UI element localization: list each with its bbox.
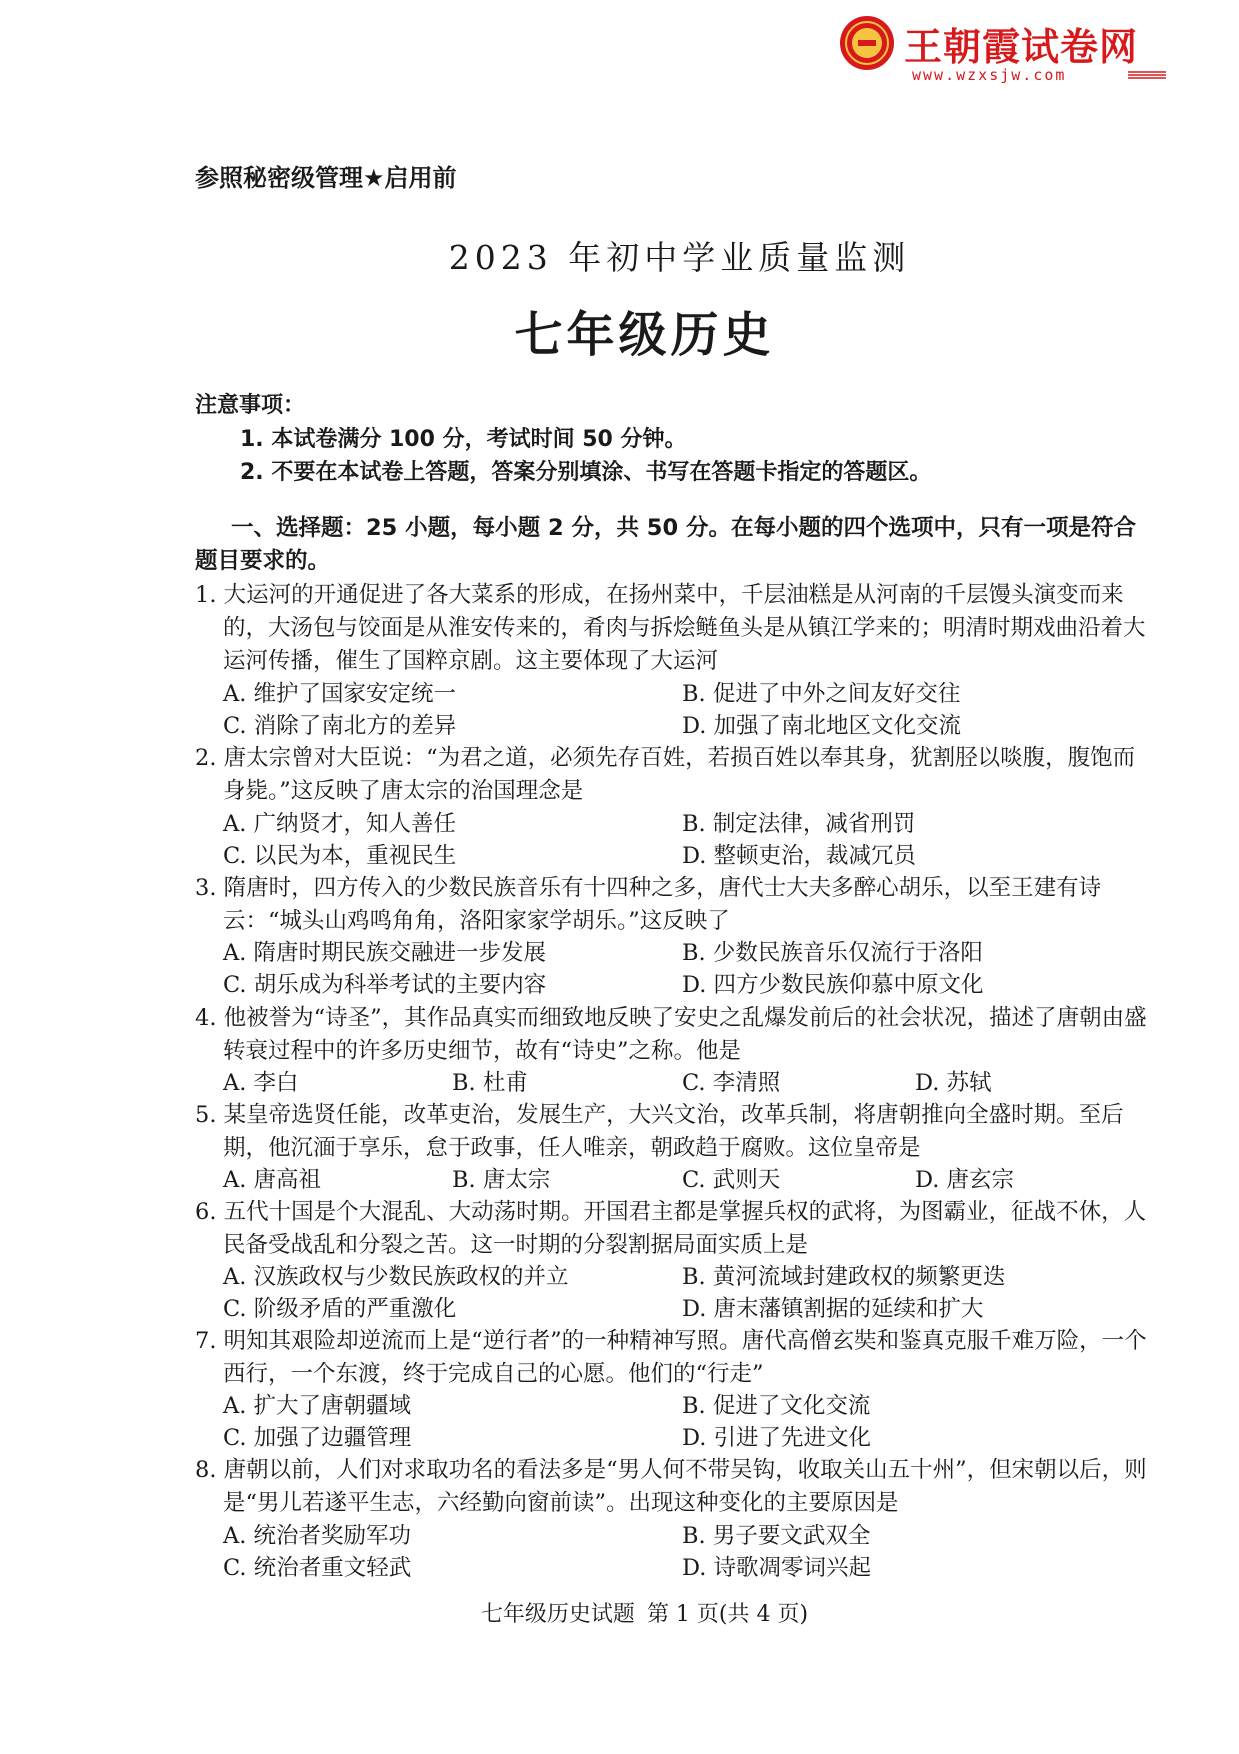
option: A. 隋唐时期民族交融进一步发展 bbox=[223, 940, 547, 966]
option: A. 唐高祖 bbox=[223, 1167, 322, 1193]
option: B. 杜甫 bbox=[452, 1070, 528, 1096]
option: C. 消除了南北方的差异 bbox=[223, 713, 457, 739]
logo-brand: 王朝霞试卷网 bbox=[904, 25, 1139, 69]
note-item: 2. 不要在本试卷上答题，答案分别填涂、书写在答题卡指定的答题区。 bbox=[240, 460, 932, 485]
note-item: 1. 本试卷满分 100 分，考试时间 50 分钟。 bbox=[240, 427, 687, 452]
page-footer bbox=[0, 1597, 1239, 1628]
option: A. 汉族政权与少数民族政权的并立 bbox=[223, 1264, 569, 1290]
option: B. 男子要文武双全 bbox=[682, 1523, 871, 1549]
option: C. 胡乐成为科举考试的主要内容 bbox=[223, 972, 547, 998]
option: B. 唐太宗 bbox=[452, 1167, 551, 1193]
option: A. 统治者奖励军功 bbox=[223, 1523, 412, 1549]
question-stem: 3. 隋唐时，四方传入的少数民族音乐有十四种之多，唐代士大夫多醉心胡乐，以至王建有诗云：“城头山鸡鸣角角，洛阳家家学胡乐。”这反映了 bbox=[195, 875, 1102, 934]
option: D. 四方少数民族仰慕中原文化 bbox=[682, 972, 984, 998]
page-title: 七年级历史 bbox=[514, 307, 775, 363]
option: B. 促进了中外之间友好交往 bbox=[682, 681, 961, 707]
question-stem: 2. 唐太宗曾对大臣说：“为君之道，必须先存百姓，若损百姓以奉其身，犹割胫以啖腹，腹饱而身毙。”这反映了唐太宗的治国理念是 bbox=[195, 745, 1136, 804]
notes-title: 注意事项： bbox=[195, 393, 306, 418]
option: C. 以民为本，重视民生 bbox=[223, 843, 457, 869]
page-number: 第 1 页(共 4 页) bbox=[646, 1602, 809, 1627]
option: D. 整顿吏治，裁减冗员 bbox=[682, 843, 917, 869]
option: C. 李清照 bbox=[682, 1070, 781, 1096]
question-stem: 4. 他被誉为“诗圣”，其作品真实而细致地反映了安史之乱爆发前后的社会状况，描述了唐朝由盛转衰过程中的许多历史细节，故有“诗史”之称。他是 bbox=[195, 1005, 1147, 1064]
option: D. 引进了先进文化 bbox=[682, 1425, 872, 1451]
option: D. 唐末藩镇割据的延续和扩大 bbox=[682, 1296, 984, 1322]
question-stem: 8. 唐朝以前，人们对求取功名的看法多是“男人何不带吴钩，收取关山五十州”，但宋朝以后，则是“男儿若遂平生志，六经勤向窗前读”。出现这种变化的主要原因是 bbox=[195, 1457, 1147, 1516]
question-stem: 7. 明知其艰险却逆流而上是“逆行者”的一种精神写照。唐代高僧玄奘和鉴真克服千难万险，一个西行，一个东渡，终于完成自己的心愿。他们的“行走” bbox=[195, 1328, 1147, 1387]
option: D. 加强了南北地区文化交流 bbox=[682, 713, 962, 739]
option: C. 武则天 bbox=[682, 1167, 781, 1193]
logo-url[interactable]: www.wzxsjw.com bbox=[912, 66, 1067, 84]
option: A. 广纳贤才，知人善任 bbox=[223, 811, 457, 837]
option: D. 诗歌凋零词兴起 bbox=[682, 1555, 872, 1581]
footer-title: 七年级历史试题 bbox=[480, 1602, 635, 1627]
question-stem: 5. 某皇帝选贤任能，改革吏治，发展生产，大兴文治，改革兵制，将唐朝推向全盛时期。至后期，他沉湎于享乐，怠于政事，任人唯亲，朝政趋于腐败。这位皇帝是 bbox=[195, 1102, 1124, 1161]
option: C. 统治者重文轻武 bbox=[223, 1555, 412, 1581]
site-logo bbox=[838, 14, 1168, 82]
question-stem: 6. 五代十国是个大混乱、大动荡时期。开国君主都是掌握兵权的武将，为图霸业，征战不休，人民备受战乱和分裂之苦。这一时期的分裂割据局面实质上是 bbox=[195, 1199, 1147, 1258]
option: C. 加强了边疆管理 bbox=[223, 1425, 412, 1451]
option: B. 制定法律，减省刑罚 bbox=[682, 811, 916, 837]
section-heading: 一、选择题：25 小题，每小题 2 分，共 50 分。在每小题的四个选项中，只有一项是符合题目要求的。 bbox=[195, 515, 1136, 574]
option: B. 黄河流域封建政权的频繁更迭 bbox=[682, 1264, 1006, 1290]
option: A. 扩大了唐朝疆域 bbox=[223, 1393, 412, 1419]
decor-lines-icon bbox=[1128, 70, 1166, 80]
option: B. 促进了文化交流 bbox=[682, 1393, 871, 1419]
secret-label: 参照秘密级管理★启用前 bbox=[195, 164, 457, 192]
option: D. 苏轼 bbox=[915, 1070, 992, 1096]
option: D. 唐玄宗 bbox=[915, 1167, 1015, 1193]
seal-icon bbox=[838, 14, 896, 72]
option: A. 维护了国家安定统一 bbox=[223, 681, 457, 707]
question-stem: 1. 大运河的开通促进了各大菜系的形成，在扬州菜中，千层油糕是从河南的千层馒头演变而来的，大汤包与饺面是从淮安传来的，肴肉与拆烩鲢鱼头是从镇江学来的；明清时期戏曲沿着大运河传播，催生了国粹京剧。这主要体现了大运河 bbox=[195, 582, 1146, 674]
option: A. 李白 bbox=[223, 1070, 299, 1096]
option: B. 少数民族音乐仅流行于洛阳 bbox=[682, 940, 983, 966]
option: C. 阶级矛盾的严重激化 bbox=[223, 1296, 457, 1322]
exam-name: 2023 年初中学业质量监测 bbox=[448, 238, 911, 277]
